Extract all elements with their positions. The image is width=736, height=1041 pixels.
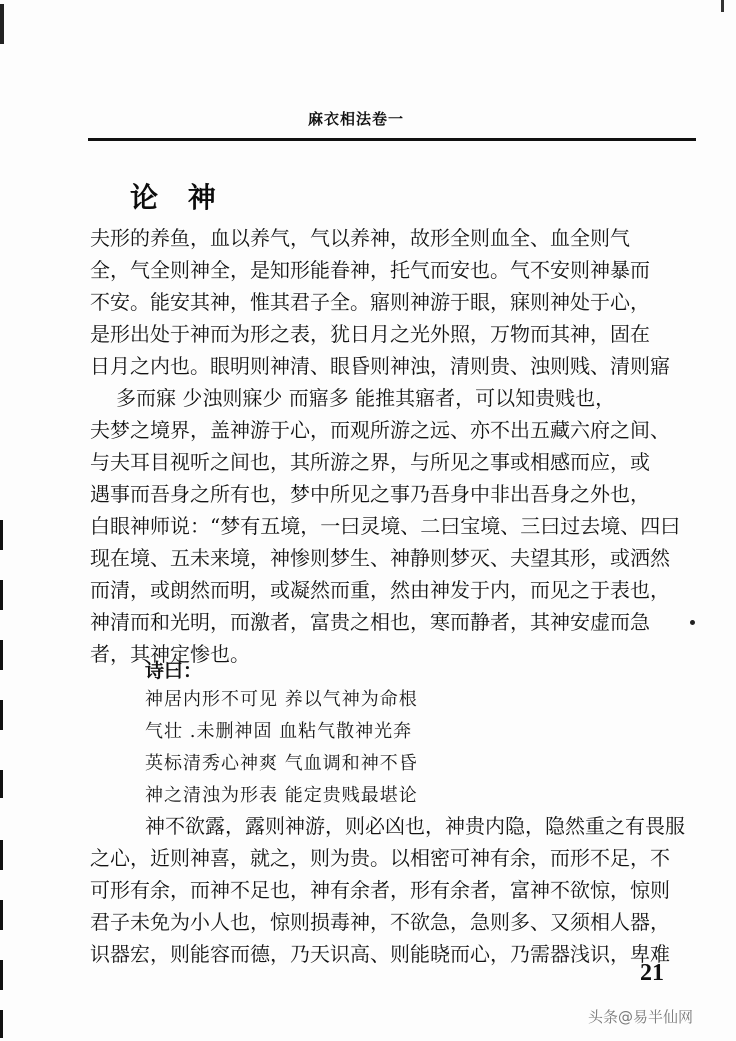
- body-text-line: 夫形的养鱼，血以养气，气以养神，故形全则血全、血全则气: [90, 226, 630, 250]
- body-text-line: 夫梦之境界，盖神游于心，而观所游之远、亦不出五藏六府之间、: [90, 418, 670, 442]
- scan-edge-mark: [0, 4, 4, 44]
- body-text-line: 全，气全则神全，是知形能眷神，托气而安也。气不安则神暴而: [90, 258, 650, 282]
- body-text-line: 是形出处于神而为形之表，犹日月之光外照，万物而其神，固在: [90, 322, 650, 346]
- scan-edge-mark: [0, 580, 3, 610]
- body-text-line: 神清而和光明，而激者，富贵之相也，寒而静者，其神安虚而急: [90, 610, 650, 634]
- body-text-line: 多而寐 少浊则寐少 而寤多 能推其寤者，可以知贵贱也，: [116, 386, 616, 410]
- page-number: 21: [640, 960, 664, 986]
- header-rule: [88, 138, 696, 141]
- scan-edge-mark: [0, 700, 3, 730]
- section-title: 论 神: [130, 181, 226, 214]
- body-text-line: 神不欲露，露则神游，则必凶也，神贵内隐，隐然重之有畏服: [145, 814, 685, 838]
- scan-edge-mark: [0, 960, 3, 990]
- poem-line: 英标清秀心神爽 气血调和神不昏: [145, 753, 418, 774]
- body-text-line: 可形有余，而神不足也，神有余者，形有余者，富神不欲惊，惊则: [90, 878, 670, 902]
- scan-edge-mark: [721, 0, 724, 12]
- scan-edge-mark: [0, 520, 3, 550]
- body-text-line: 现在境、五未来境，神惨则梦生、神静则梦灭、夫望其形，或洒然: [90, 546, 670, 570]
- body-text-line: 白眼神师说：“梦有五境，一曰灵境、二曰宝境、三曰过去境、四曰: [90, 514, 681, 538]
- scan-dot: [690, 620, 695, 625]
- scan-edge-mark: [0, 770, 3, 798]
- body-text-line: 之心，近则神喜，就之，则为贵。以相密可神有余，而形不足，不: [90, 846, 670, 870]
- scan-edge-mark: [0, 640, 3, 670]
- body-text-line: 不安。能安其神，惟其君子全。寤则神游于眼，寐则神处于心，: [90, 290, 650, 314]
- body-text-line: 而清，或朗然而明，或凝然而重，然由神发于内，而见之于表也，: [90, 578, 670, 602]
- body-text-line: 与夫耳目视听之间也，其所游之界，与所见之事或相感而应，或: [90, 450, 650, 474]
- body-text-line: 遇事而吾身之所有也，梦中所见之事乃吾身中非出吾身之外也，: [90, 482, 650, 506]
- poem-line: 神之清浊为形表 能定贵贱最堪论: [145, 785, 418, 806]
- running-header: [88, 102, 696, 142]
- body-text-line: 识器宏，则能容而德，乃天识高、则能晓而心，乃需器浅识，卑难: [90, 942, 670, 966]
- running-title: 麻衣相法卷一: [308, 110, 405, 128]
- poem-line: 神居内形不可见 养以气神为命根: [145, 689, 418, 710]
- poem-label: 诗曰：: [145, 660, 203, 682]
- scan-edge-mark: [0, 900, 3, 930]
- body-text-line: 君子未免为小人也，惊则损毒神，不欲急，急则多、又须相人器，: [90, 910, 670, 934]
- body-text-line: 者，其神定惨也。: [90, 642, 250, 666]
- scan-edge-mark: [0, 840, 3, 870]
- watermark: 头条@易半仙网: [588, 1008, 694, 1026]
- poem-line: 气壮 .未删神固 血粘气散神光奔: [145, 721, 413, 742]
- body-text-line: 日月之内也。眼明则神清、眼昏则神浊，清则贵、浊则贱、清则寤: [90, 354, 670, 378]
- scan-edge-mark: [0, 1010, 3, 1038]
